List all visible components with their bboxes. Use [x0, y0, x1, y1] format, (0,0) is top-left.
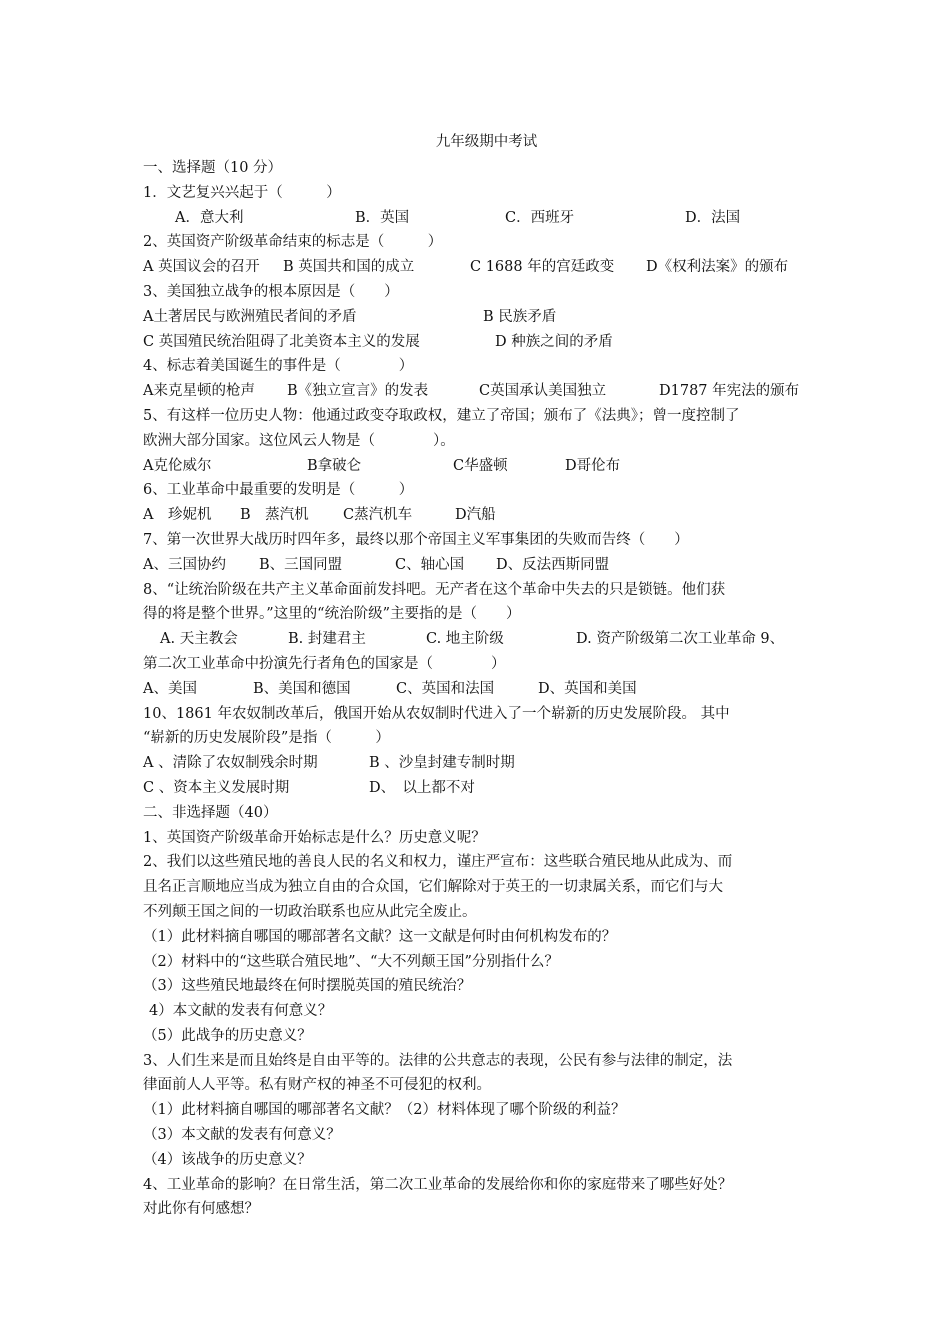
option-a: A、美国 [143, 680, 197, 697]
page-title: 九年级期中考试 [435, 134, 538, 150]
option-a: A克伦威尔 [143, 457, 212, 474]
question-10-options-row2 [143, 776, 820, 801]
option-b: B 、沙皇封建专制时期 [369, 755, 515, 772]
option-c: C、英国和法国 [396, 680, 495, 697]
option-b: B 民族矛盾 [483, 308, 557, 325]
question-9-stem: 第二次工业革命中扮演先行者角色的国家是（ ） [143, 655, 506, 672]
option-b: B 蒸汽机 [240, 507, 309, 524]
question-3-stem: 3、美国独立战争的根本原因是（ ） [143, 283, 399, 300]
nq2-sub4: 4）本文献的发表有何意义？ [149, 1003, 333, 1020]
nq2-line2: 且名正言顺地应当成为独立自由的合众国，它们解除对于英王的一切隶属关系，而它们与大 [143, 879, 723, 896]
nq2-line3: 不列颠王国之间的一切政治联系也应从此完全废止。 [143, 903, 477, 920]
nq3-line1: 3、人们生来是而且始终是自由平等的。法律的公共意志的表现，公民有参与法律的制定，法 [143, 1052, 733, 1069]
question-10-stem-line2: “崭新的历史发展阶段”是指（ ） [143, 730, 390, 747]
option-c: C英国承认美国独立 [479, 383, 607, 400]
question-8-stem-line2: 得的将是整个世界。”这里的“统治阶级”主要指的是（ ） [143, 606, 521, 623]
question-10-options-row1 [143, 751, 820, 776]
option-b: B《独立宣言》的发表 [287, 383, 429, 400]
question-1-options [143, 206, 820, 231]
nq4-line2: 对此你有何感想？ [143, 1201, 259, 1218]
question-5-stem-line2: 欧洲大部分国家。这位风云人物是（ ）。 [143, 432, 455, 449]
option-c: C．西班牙 [505, 209, 575, 226]
nq4-line1: 4、工业革命的影响？在日常生活，第二次工业革命的发展给你和你的家庭带来了哪些好处？ [143, 1176, 733, 1193]
option-b: B拿破仑 [307, 457, 362, 474]
question-1-stem: 1．文艺复兴兴起于（ ） [143, 184, 341, 201]
question-5-stem-line1: 5、有这样一位历史人物：他通过政变夺取政权，建立了帝国；颁布了《法典》；曾一度控制了 [143, 407, 740, 424]
option-a: A土著居民与欧洲殖民者间的矛盾 [143, 308, 357, 325]
option-c: C. 地主阶级 [426, 631, 504, 648]
option-b: B、三国同盟 [259, 556, 343, 573]
option-a: A来克星顿的枪声 [143, 383, 255, 400]
option-a: A 珍妮机 [143, 507, 212, 524]
option-d: D、英国和美国 [538, 680, 637, 697]
section-heading-non-choice: 二、非选择题（40） [143, 804, 278, 821]
option-d: D．法国 [685, 209, 741, 226]
nq2-sub2: （2）材料中的“这些联合殖民地”、“大不列颠王国”分别指什么？ [143, 953, 559, 970]
nq3-sub3: （4）该战争的历史意义？ [143, 1151, 312, 1168]
nq3-line2: 律面前人人平等。私有财产权的神圣不可侵犯的权利。 [143, 1077, 491, 1094]
nq2-sub5: （5）此战争的历史意义？ [143, 1027, 312, 1044]
option-c: C 英国殖民统治阻碍了北美资本主义的发展 [143, 333, 420, 350]
option-b: B、美国和德国 [253, 680, 351, 697]
option-b: B 英国共和国的成立 [283, 259, 415, 276]
nq2-sub1: （1）此材料摘自哪国的哪部著名文献？这一文献是何时由何机构发布的？ [143, 928, 617, 945]
question-7-stem: 7、第一次世界大战历时四年多，最终以那个帝国主义军事集团的失败而告终（ ） [143, 531, 689, 548]
nq2-sub3: （3）这些殖民地最终在何时摆脱英国的殖民统治？ [143, 978, 472, 995]
option-d: D 种族之间的矛盾 [495, 333, 613, 350]
option-a: A．意大利 [175, 209, 244, 226]
option-c: C、轴心国 [395, 556, 465, 573]
question-3-options-row2 [143, 330, 820, 355]
option-a: A 英国议会的召开 [143, 259, 260, 276]
option-a: A 、清除了农奴制残余时期 [143, 755, 318, 772]
option-d: D汽船 [455, 507, 496, 524]
question-4-stem: 4、标志着美国诞生的事件是（ ） [143, 358, 414, 375]
option-c: C 1688 年的宫廷政变 [470, 259, 615, 276]
option-d: D1787 年宪法的颁布 [659, 383, 800, 400]
option-a: A. 天主教会 [160, 631, 238, 648]
question-8-options [143, 627, 820, 652]
section-heading-choice: 一、选择题（10 分） [143, 160, 283, 176]
question-5-options [143, 454, 820, 479]
option-c: C蒸汽机车 [343, 507, 413, 524]
question-10-stem-line1: 10、1861 年农奴制改革后，俄国开始从农奴制时代进入了一个崭新的历史发展阶段。 其中 [143, 705, 730, 722]
question-4-options [143, 379, 820, 404]
option-c: C 、资本主义发展时期 [143, 779, 290, 796]
option-c: C华盛顿 [453, 457, 508, 474]
option-d: D、反法西斯同盟 [496, 556, 610, 573]
option-d: D、 以上都不对 [369, 779, 475, 796]
nq1-text: 1、英国资产阶级革命开始标志是什么？历史意义呢？ [143, 829, 486, 846]
question-9-options [143, 677, 820, 702]
option-d: D. 资产阶级第二次工业革命 9、 [576, 631, 785, 648]
nq3-sub2: （3）本文献的发表有何意义？ [143, 1127, 341, 1144]
option-d: D《权利法案》的颁布 [646, 259, 789, 276]
question-2-options [143, 255, 820, 280]
option-d: D哥伦布 [565, 457, 621, 474]
nq2-line1: 2、我们以这些殖民地的善良人民的名义和权力，谨庄严宣布：这些联合殖民地从此成为、而 [143, 854, 733, 871]
option-b: B．英国 [355, 209, 410, 226]
question-6-stem: 6、工业革命中最重要的发明是（ ） [143, 482, 414, 499]
question-7-options [143, 553, 820, 578]
question-8-stem-line1: 8、“让统治阶级在共产主义革命面前发抖吧。无产者在这个革命中失去的只是锁链。他们获 [143, 581, 726, 598]
option-a: A、三国协约 [143, 556, 226, 573]
nq3-sub1: （1）此材料摘自哪国的哪部著名文献？（2）材料体现了哪个阶级的利益？ [143, 1102, 626, 1119]
option-b: B. 封建君主 [288, 631, 366, 648]
question-6-options [143, 503, 820, 528]
question-3-options-row1 [143, 305, 820, 330]
question-2-stem: 2、英国资产阶级革命结束的标志是（ ） [143, 234, 443, 251]
